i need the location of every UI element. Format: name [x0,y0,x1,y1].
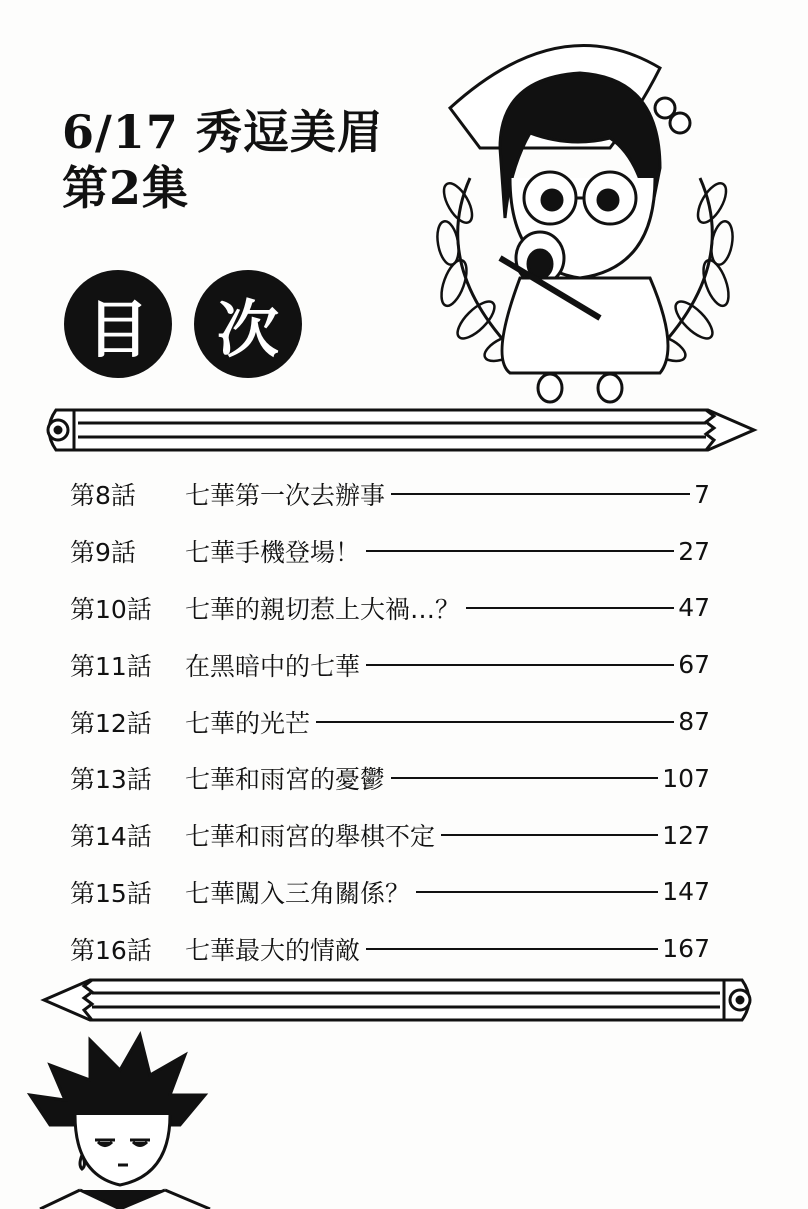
chapter-number: 第10話 [70,594,152,624]
leader-line [366,664,674,666]
leader-line [391,493,690,495]
contents-heading-char-2: 次 [194,270,302,378]
page-number: 107 [662,763,710,793]
chapter-title: 七華最大的情敵 [185,935,361,965]
table-of-contents [70,466,710,977]
toc-row[interactable] [70,636,710,693]
leader-line [316,721,674,723]
page-number: 147 [662,877,710,907]
chapter-title: 七華第一次去辦事 [185,481,386,511]
page-number: 67 [678,650,710,680]
page-number: 7 [694,479,710,509]
contents-heading-char-1: 目 [64,270,172,378]
leader-line [391,777,658,779]
toc-row[interactable] [70,750,710,807]
leader-line [441,834,658,836]
toc-row[interactable] [70,693,710,750]
toc-row[interactable] [70,807,710,864]
leader-line [416,891,658,893]
bottom-pencil-divider [40,970,760,1030]
chapter-title: 七華的光芒 [185,708,311,738]
chapter-number: 第15話 [70,878,152,908]
page-number: 47 [678,593,710,623]
toc-row[interactable] [70,466,710,523]
toc-row[interactable] [70,920,710,977]
chapter-title: 七華的親切惹上大禍…？ [185,594,461,624]
chapter-number: 第8話 [70,481,136,511]
leader-line [366,948,658,950]
title-line-date: 6/17 秀逗美眉 [62,105,384,159]
chapter-number: 第13話 [70,765,152,795]
chapter-number: 第9話 [70,538,136,568]
page-number: 127 [662,820,710,850]
leader-line [466,607,674,609]
page-number: 87 [678,707,710,737]
chapter-number: 第14話 [70,822,152,852]
book-title [62,104,384,216]
toc-row[interactable] [70,523,710,580]
contents-heading [64,270,302,378]
page-number: 27 [678,536,710,566]
chapter-number: 第16話 [70,935,152,965]
toc-row[interactable] [70,864,710,921]
chapter-title: 七華闖入三角關係？ [185,878,411,908]
chapter-title: 七華和雨宮的舉棋不定 [185,822,436,852]
chapter-title: 七華和雨宮的憂鬱 [185,765,386,795]
toc-row[interactable] [70,580,710,637]
chapter-number: 第11話 [70,651,152,681]
top-pencil-divider [38,400,758,460]
page-number: 167 [662,934,710,964]
chapter-number: 第12話 [70,708,152,738]
title-line-volume: 第2集 [62,161,190,215]
chapter-title: 七華手機登場！ [185,538,361,568]
leader-line [366,550,674,552]
chapter-title: 在黑暗中的七華 [185,651,361,681]
boy-illustration [20,1025,220,1209]
girl-illustration [410,28,760,408]
